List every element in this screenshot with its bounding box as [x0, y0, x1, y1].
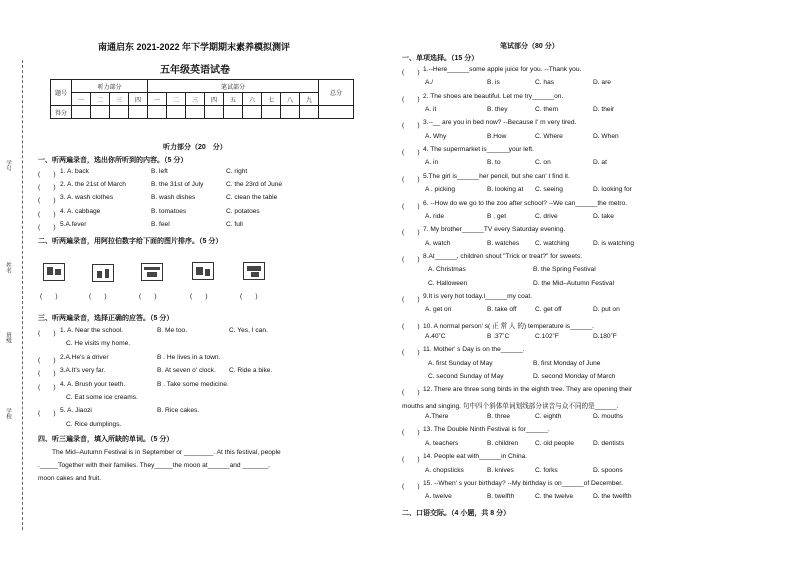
- answer-bracket[interactable]: ( ): [402, 429, 420, 437]
- score-cell[interactable]: [148, 106, 167, 119]
- question-text: 11. Mother' s Day is on the______.: [423, 346, 525, 354]
- binding-line: [22, 60, 23, 530]
- option-a: 2. A. the 21st of March: [60, 181, 126, 189]
- score-cell[interactable]: [262, 106, 281, 119]
- choice-option: B. watches: [487, 239, 520, 247]
- option-b: B. tomatoes: [151, 207, 187, 215]
- score-row-label: 得分: [51, 106, 72, 119]
- response-option: B. At seven o' clock.: [157, 367, 216, 375]
- score-col: 三: [110, 93, 129, 106]
- score-table-listening: 听力部分: [72, 80, 148, 93]
- score-cell[interactable]: [205, 106, 224, 119]
- response-option: 4. A. Brush your teeth.: [60, 380, 126, 388]
- section-title: 四、听三遍录音，填入所缺的单词。（5 分）: [38, 436, 174, 443]
- passage-line: ._____Together with their families. They_____the moon at______and _______,: [38, 462, 270, 469]
- choice-option: B. twelfth: [487, 493, 515, 501]
- option-b: B. wash dishes: [151, 194, 196, 202]
- score-col: 九: [300, 93, 319, 106]
- choice-option: D. second Monday of March: [533, 373, 616, 381]
- choice-option: A. first Sunday of May: [428, 359, 493, 367]
- picture-5: [243, 262, 265, 280]
- score-cell[interactable]: [243, 106, 262, 119]
- choice-option: D. spoons: [593, 466, 623, 474]
- answer-bracket[interactable]: ( ): [38, 184, 56, 192]
- choice-option: D. put on: [593, 306, 620, 314]
- choice-option: B. is: [487, 79, 500, 87]
- choice-option: D. is watching: [593, 239, 635, 247]
- score-col: 二: [91, 93, 110, 106]
- choice-option: A.There: [425, 413, 449, 421]
- picture-bracket[interactable]: ( ): [89, 293, 107, 300]
- question-text: 3.--__ are you in bed now? --Because I' m very tired.: [423, 119, 577, 127]
- choice-option: C.102˚F: [535, 333, 559, 340]
- score-col: 八: [281, 93, 300, 106]
- answer-bracket[interactable]: ( ): [402, 295, 420, 303]
- score-cell[interactable]: [281, 106, 300, 119]
- choice-option: B. three: [487, 413, 511, 421]
- response-option: B . He lives in a town.: [157, 353, 221, 361]
- choice-option: D. mouths: [593, 413, 624, 421]
- choice-option: D.180˚F: [593, 333, 617, 340]
- score-cell[interactable]: [186, 106, 205, 119]
- answer-bracket[interactable]: ( ): [402, 69, 420, 76]
- answer-bracket[interactable]: ( ): [402, 149, 420, 157]
- choice-option: C. forks: [535, 466, 558, 474]
- answer-bracket[interactable]: ( ): [402, 175, 420, 183]
- score-cell[interactable]: [224, 106, 243, 119]
- choice-option: C. seeing: [535, 186, 563, 194]
- answer-bracket[interactable]: ( ): [402, 122, 420, 130]
- choice-option: A. get on: [425, 306, 452, 314]
- question-text: 2. The shoes are beautiful. Let me try______on.: [423, 92, 564, 100]
- question-text: 8.At______, children shout "Trick or treat?" for sweets.: [423, 252, 583, 260]
- choice-option: B. to: [487, 159, 501, 167]
- choice-option: D. are: [593, 79, 611, 87]
- score-table-written: 笔试部分: [148, 80, 319, 93]
- picture-bracket[interactable]: ( ): [139, 293, 157, 300]
- question-text: 6. --How do we go to the zoo after school? --We can______the metro.: [423, 199, 628, 207]
- question-text: 14. People eat with______in China.: [423, 453, 528, 461]
- choice-option: D. looking for: [593, 186, 632, 194]
- choice-option: B .37˚C: [487, 333, 510, 340]
- answer-bracket[interactable]: ( ): [38, 356, 56, 364]
- score-col: 二: [167, 93, 186, 106]
- score-col: 六: [243, 93, 262, 106]
- score-table-header-number: 题号: [51, 80, 72, 106]
- choice-option: C. has: [535, 79, 555, 87]
- choice-option: C. old people: [535, 439, 574, 447]
- score-cell[interactable]: [319, 106, 354, 119]
- score-col: 七: [262, 93, 281, 106]
- question-text: 15. --When' s your birthday? --My birthday is on______of December.: [423, 479, 623, 487]
- question-text: 5.The girl is______her pencil, but she can' t find it.: [423, 172, 570, 180]
- picture-bracket[interactable]: ( ): [190, 293, 208, 300]
- score-cell[interactable]: [72, 106, 91, 119]
- answer-bracket[interactable]: ( ): [38, 410, 56, 418]
- option-c: C. the 23rd of June: [226, 181, 283, 189]
- option-a: 1. A. back: [60, 168, 89, 175]
- answer-bracket[interactable]: ( ): [402, 95, 420, 103]
- response-option: 3.A.It's very far.: [60, 367, 106, 375]
- choice-option: B. knives: [487, 466, 514, 474]
- response-option: B . Take some medicine.: [157, 380, 229, 388]
- response-option: C. He visits my home.: [66, 340, 131, 348]
- question-text: 10. A normal person' s( 正 常 人 的) temperature is______.: [423, 322, 594, 330]
- section-title: 一、听两遍录音，选出你所听到的内容。（5 分）: [38, 157, 188, 164]
- exam-subtitle: 五年级英语试卷: [160, 65, 230, 76]
- choice-option: D. at: [593, 159, 607, 167]
- answer-bracket[interactable]: ( ): [402, 482, 420, 490]
- picture-1: [43, 263, 65, 281]
- choice-option: B. the Spring Festival: [533, 266, 596, 274]
- response-option: 5. A. Jiaozi: [60, 407, 92, 415]
- picture-bracket[interactable]: ( ): [40, 293, 58, 300]
- question-text: 7. My brother______TV every Saturday evening.: [423, 226, 566, 234]
- response-option: B. Rice cakes.: [157, 407, 200, 415]
- choice-option: A. twelve: [425, 493, 452, 501]
- choice-option: A. in: [425, 159, 439, 167]
- choice-option: D. their: [593, 106, 615, 114]
- choice-option: D. the twelfth: [593, 493, 632, 501]
- choice-option: B. first Monday of June: [533, 359, 601, 367]
- choice-option: A. Why: [425, 132, 447, 140]
- choice-option: C. get off: [535, 306, 562, 314]
- choice-option: A./: [425, 79, 434, 87]
- response-option: 2.A.He's a driver: [60, 353, 109, 361]
- choice-option: A. teachers: [425, 439, 459, 447]
- choice-option: A. ride: [425, 212, 445, 220]
- written-part-title: 笔试部分（80 分）: [500, 43, 559, 50]
- choice-option: C. Halloween: [428, 279, 468, 287]
- answer-bracket[interactable]: ( ): [402, 255, 420, 263]
- score-cell[interactable]: [91, 106, 110, 119]
- score-cell[interactable]: [167, 106, 186, 119]
- answer-bracket[interactable]: ( ): [402, 349, 420, 357]
- score-cell[interactable]: [300, 106, 319, 119]
- choice-option: B.How: [487, 132, 507, 140]
- choice-option: D. the Mid–Autumn Festival: [533, 279, 614, 287]
- choice-option: D. dentists: [593, 439, 625, 447]
- option-b: B. left: [151, 168, 168, 175]
- choice-option: A. watch: [425, 239, 451, 247]
- section-title: 一、单项选择。（15 分）: [402, 55, 479, 62]
- score-table: [50, 79, 354, 119]
- question-text: 4. The supermarket is______your left.: [423, 146, 534, 154]
- choice-option: C. eighth: [535, 413, 562, 421]
- choice-option: B. children: [487, 439, 519, 447]
- answer-bracket[interactable]: ( ): [38, 210, 56, 218]
- choice-option: A. chopsticks: [425, 466, 464, 474]
- response-option: C. Rice dumplings.: [66, 420, 122, 428]
- listening-part-title: 听力部分（20 分）: [163, 144, 227, 151]
- option-a: 3. A. wash clothes: [60, 194, 114, 202]
- score-col: 一: [148, 93, 167, 106]
- response-option: C. Ride a bike.: [229, 367, 273, 375]
- answer-bracket[interactable]: ( ): [38, 223, 56, 231]
- answer-bracket[interactable]: ( ): [38, 383, 56, 391]
- choice-option: A. it: [425, 106, 437, 114]
- passage-line: The Mid–Autumn Festival is in September or ________. At this festival, people: [52, 449, 281, 456]
- side-label-name: 姓名: [5, 262, 11, 273]
- question-text: 13. The Double Ninth Festival is for______.: [423, 426, 550, 434]
- choice-option: A . picking: [425, 186, 456, 194]
- score-col: 五: [224, 93, 243, 106]
- option-c: C. clean the table: [226, 194, 278, 202]
- score-col: 四: [205, 93, 224, 106]
- score-col: 三: [186, 93, 205, 106]
- response-option: C. Eat some ice creams.: [66, 394, 138, 401]
- score-table-total: 总分: [319, 80, 354, 106]
- score-cell[interactable]: [110, 106, 129, 119]
- option-a: 5.A.fever: [60, 220, 87, 228]
- score-cell[interactable]: [129, 106, 148, 119]
- choice-option: B . get: [487, 212, 507, 220]
- choice-option: C. second Sunday of May: [428, 373, 504, 381]
- option-c: C. right: [226, 168, 248, 175]
- choice-option: A.40˚C: [425, 333, 446, 340]
- question-text: 12. There are three song birds in the eighth tree. They are opening their: [423, 386, 633, 394]
- answer-bracket[interactable]: ( ): [38, 330, 56, 337]
- answer-bracket[interactable]: ( ): [402, 202, 420, 210]
- section-title: 二、听两遍录音，用阿拉伯数字给下面的图片排序。（5 分）: [38, 238, 223, 245]
- section-title: 三、听两遍录音，选择正确的应答。（5 分）: [38, 315, 174, 322]
- section-title: 二、口语交际。（4 小题，共 8 分）: [402, 510, 511, 517]
- choice-option: D. take: [593, 212, 614, 220]
- question-text: mouths and singing. 句中四个斜体单词划线部分读音与众不同的是______.: [402, 402, 619, 410]
- side-label-school: 学校: [5, 408, 11, 419]
- answer-bracket[interactable]: ( ): [38, 197, 56, 205]
- choice-option: B. they: [487, 106, 508, 114]
- response-option: B. Me too.: [157, 327, 188, 334]
- choice-option: C. Where: [535, 132, 563, 140]
- score-col: 四: [129, 93, 148, 106]
- choice-option: C. on: [535, 159, 551, 167]
- option-b: B. the 31st of July: [151, 181, 204, 189]
- picture-4: [192, 262, 214, 280]
- answer-bracket[interactable]: ( ): [402, 322, 420, 330]
- response-option: 1. A. Near the school.: [60, 327, 124, 334]
- choice-option: B. looking at: [487, 186, 524, 194]
- answer-bracket[interactable]: ( ): [38, 171, 56, 178]
- answer-bracket[interactable]: ( ): [402, 229, 420, 237]
- side-label-student-number: 学号: [5, 160, 11, 171]
- response-option: C. Yes, I can.: [229, 327, 268, 334]
- choice-option: C. the twelve: [535, 493, 574, 501]
- side-label-class: 班级: [5, 332, 11, 343]
- question-text: 1.--Here______some apple juice for you. --Thank you.: [423, 66, 582, 73]
- choice-option: B. take off: [487, 306, 517, 314]
- choice-option: C. watching: [535, 239, 570, 247]
- answer-bracket[interactable]: ( ): [402, 389, 420, 397]
- choice-option: A. Christmas: [428, 266, 466, 274]
- option-c: C. full: [226, 220, 243, 228]
- choice-option: C. them: [535, 106, 559, 114]
- passage-line: moon cakes and fruit.: [38, 475, 102, 482]
- picture-bracket[interactable]: ( ): [240, 293, 258, 300]
- question-text: 9.It is very hot today.I______my coat.: [423, 292, 533, 300]
- option-a: 4. A. cabbage: [60, 207, 101, 215]
- answer-bracket[interactable]: ( ): [38, 370, 56, 378]
- choice-option: D. When: [593, 132, 619, 140]
- answer-bracket[interactable]: ( ): [402, 456, 420, 464]
- score-col: 一: [72, 93, 91, 106]
- option-b: B. feel: [151, 220, 170, 228]
- picture-2: [92, 264, 114, 282]
- choice-option: C. drive: [535, 212, 558, 220]
- option-c: C. potatoes: [226, 207, 260, 215]
- picture-3: [141, 263, 163, 281]
- exam-title: 南通启东 2021-2022 年下学期期末素养模拟测评: [98, 42, 291, 52]
